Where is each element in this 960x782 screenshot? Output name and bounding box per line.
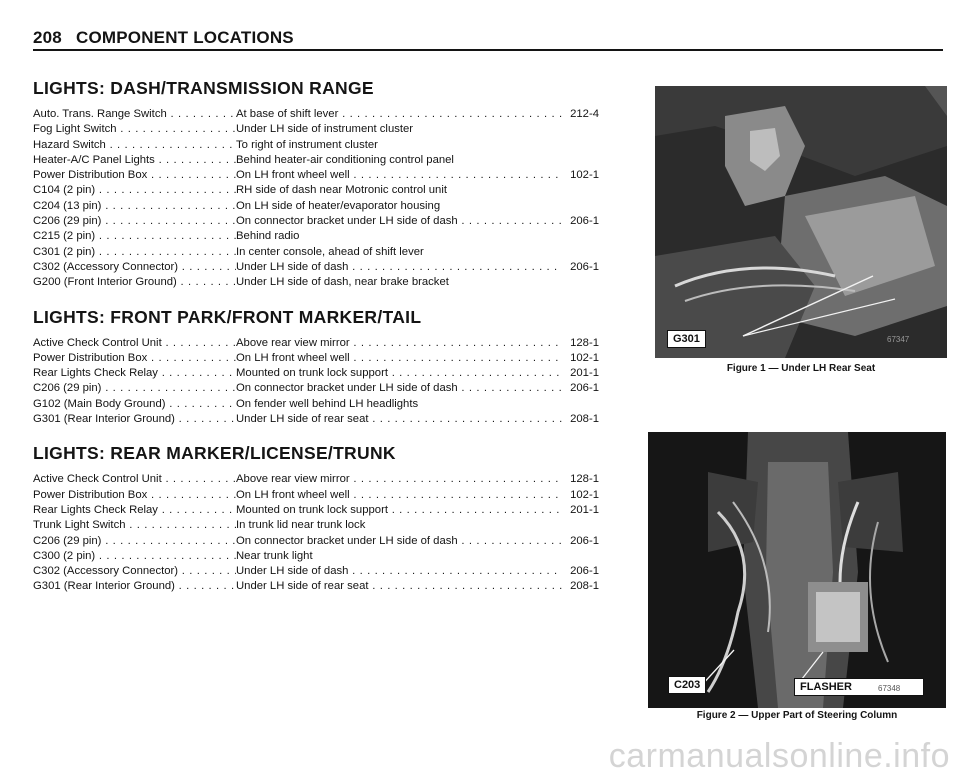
- component-location: Under LH side of rear seat . . .: [236, 579, 562, 594]
- figure-2-caption: Figure 2 — Upper Part of Steering Column: [696, 710, 898, 721]
- figure-1-photo: [655, 86, 947, 358]
- component-name: G301 (Rear Interior Ground) . . .: [33, 412, 237, 427]
- section: [33, 443, 633, 594]
- section: [33, 307, 633, 428]
- component-location: Mounted on trunk lock support . . .: [236, 366, 562, 381]
- component-location: Under LH side of instrument cluster: [236, 122, 616, 137]
- component-row: [33, 168, 633, 183]
- component-location: In trunk lid near trunk lock: [236, 518, 616, 533]
- component-row: [33, 488, 633, 503]
- component-name: C215 (2 pin) . . .: [33, 229, 237, 244]
- component-row: [33, 366, 633, 381]
- component-name: C302 (Accessory Connector) . . .: [33, 260, 237, 275]
- component-location: To right of instrument cluster: [236, 138, 616, 153]
- page-title: COMPONENT LOCATIONS: [75, 28, 294, 47]
- component-row: [33, 518, 633, 533]
- component-row: [33, 549, 633, 564]
- figure-reference: 208-1: [570, 580, 599, 593]
- component-location: Near trunk light: [236, 549, 616, 564]
- section-title: LIGHTS: DASH/TRANSMISSION RANGE: [33, 78, 374, 98]
- component-row: [33, 351, 633, 366]
- page-number: 208: [33, 28, 62, 47]
- figure-reference: 206-1: [570, 382, 599, 395]
- component-row: [33, 183, 633, 198]
- figure-1-label-g301: G301: [667, 330, 706, 348]
- component-name: C206 (29 pin) . . .: [33, 534, 237, 549]
- component-name: C104 (2 pin) . . .: [33, 183, 237, 198]
- figure-reference: 212-4: [570, 108, 599, 120]
- component-name: Hazard Switch . . .: [33, 138, 237, 153]
- component-name: C206 (29 pin) . . .: [33, 381, 237, 396]
- component-name: C301 (2 pin) . . .: [33, 245, 237, 260]
- component-row: [33, 199, 633, 214]
- component-row: [33, 472, 633, 487]
- figure-2-label-c203: C203: [668, 676, 706, 694]
- component-location: Under LH side of dash . . .: [236, 260, 562, 275]
- component-name: Power Distribution Box . . .: [33, 488, 237, 503]
- component-location: Above rear view mirror . . .: [236, 472, 562, 487]
- figure-reference: 128-1: [570, 336, 599, 349]
- figure-reference: 201-1: [570, 367, 599, 380]
- section: [33, 78, 633, 291]
- component-row: [33, 153, 633, 168]
- component-name: Fog Light Switch . . .: [33, 122, 237, 137]
- component-row: [33, 122, 633, 137]
- component-location: On connector bracket under LH side of dash . . .: [236, 214, 562, 229]
- component-location: Under LH side of rear seat . . .: [236, 412, 562, 427]
- component-row: [33, 579, 633, 594]
- component-location: Under LH side of dash, near brake bracket: [236, 275, 616, 290]
- figure-2-label-flasher: FLASHER: [794, 678, 924, 696]
- component-row: [33, 397, 633, 412]
- component-location: On connector bracket under LH side of dash . . .: [236, 381, 562, 396]
- figure-2-photo: [648, 432, 946, 708]
- component-row: [33, 138, 633, 153]
- figure-reference: 206-1: [570, 565, 599, 578]
- section-title: LIGHTS: REAR MARKER/LICENSE/TRUNK: [33, 443, 396, 464]
- page-header: [33, 28, 943, 48]
- component-name: C204 (13 pin) . . .: [33, 199, 237, 214]
- component-row: [33, 260, 633, 275]
- section-title: LIGHTS: FRONT PARK/FRONT MARKER/TAIL: [33, 306, 422, 327]
- figure-reference: 102-1: [570, 488, 599, 501]
- watermark: carmanualsonline.info: [608, 737, 950, 775]
- component-location: On LH front wheel well . . .: [236, 351, 562, 366]
- figure-reference: 102-1: [570, 169, 599, 182]
- component-location: On LH side of heater/evaporator housing: [236, 199, 616, 214]
- component-name: Trunk Light Switch . . .: [33, 518, 237, 533]
- component-row: [33, 275, 633, 290]
- component-row: [33, 229, 633, 244]
- component-name: Active Check Control Unit . . .: [33, 472, 237, 487]
- component-row: [33, 107, 633, 122]
- figure-reference: 206-1: [570, 215, 599, 228]
- component-location: Under LH side of dash . . .: [236, 564, 562, 579]
- component-name: Active Check Control Unit . . .: [33, 336, 237, 351]
- figure-reference: 102-1: [570, 351, 599, 364]
- component-name: G200 (Front Interior Ground) . . .: [33, 275, 237, 290]
- component-name: Power Distribution Box . . .: [33, 168, 237, 183]
- component-list: [33, 78, 633, 611]
- component-name: Rear Lights Check Relay . . .: [33, 503, 237, 518]
- component-name: C302 (Accessory Connector) . . .: [33, 564, 237, 579]
- component-name: G102 (Main Body Ground) . . .: [33, 397, 237, 412]
- figure-1-photo-number: 67347: [887, 335, 910, 344]
- component-row: [33, 336, 633, 351]
- component-row: [33, 564, 633, 579]
- component-name: Heater-A/C Panel Lights . . .: [33, 153, 237, 168]
- component-location: On fender well behind LH headlights: [236, 397, 616, 412]
- component-location: Behind radio: [236, 229, 616, 244]
- component-row: [33, 503, 633, 518]
- header-rule: [33, 49, 943, 51]
- figure-reference: 128-1: [570, 473, 599, 486]
- component-location: Above rear view mirror . . .: [236, 336, 562, 351]
- component-row: [33, 412, 633, 427]
- component-row: [33, 214, 633, 229]
- component-location: Mounted on trunk lock support . . .: [236, 503, 562, 518]
- component-name: C300 (2 pin) . . .: [33, 549, 237, 564]
- component-location: On LH front wheel well . . .: [236, 168, 562, 183]
- figure-reference: 206-1: [570, 260, 599, 273]
- component-location: In center console, ahead of shift lever: [236, 245, 616, 260]
- component-location: On LH front wheel well . . .: [236, 488, 562, 503]
- figure-1-caption: Figure 1 — Under LH Rear Seat: [726, 363, 876, 374]
- component-name: Auto. Trans. Range Switch . . .: [33, 107, 237, 122]
- component-row: [33, 381, 633, 396]
- component-name: G301 (Rear Interior Ground) . . .: [33, 579, 237, 594]
- component-row: [33, 245, 633, 260]
- component-location: RH side of dash near Motronic control unit: [236, 183, 616, 198]
- figure-reference: 206-1: [570, 534, 599, 547]
- figure-2-photo-number: 67348: [878, 684, 901, 693]
- component-name: Rear Lights Check Relay . . .: [33, 366, 237, 381]
- component-location: On connector bracket under LH side of dash . . .: [236, 534, 562, 549]
- component-name: Power Distribution Box . . .: [33, 351, 237, 366]
- component-row: [33, 534, 633, 549]
- component-location: At base of shift lever . . .: [236, 107, 562, 122]
- figure-reference: 201-1: [570, 503, 599, 516]
- component-name: C206 (29 pin) . . .: [33, 214, 237, 229]
- figure-reference: 208-1: [570, 413, 599, 426]
- component-location: Behind heater-air conditioning control panel: [236, 153, 616, 168]
